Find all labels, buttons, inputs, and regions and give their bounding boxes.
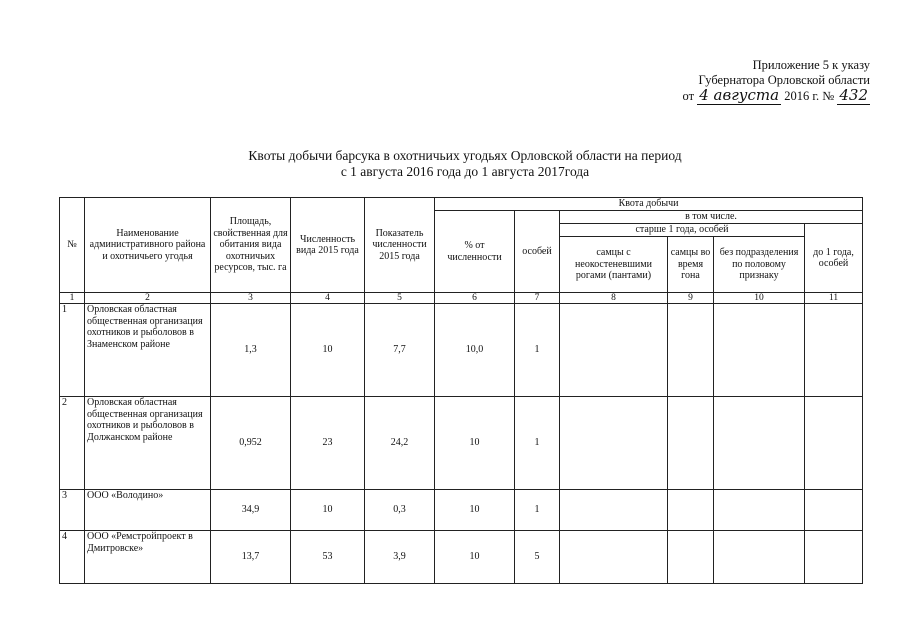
row-indicator: 7,7 (365, 304, 435, 397)
row-area: 13,7 (211, 531, 291, 584)
row-index: 1 (60, 304, 85, 397)
header-indicator: Показатель численности 2015 года (365, 198, 435, 293)
table-row (60, 490, 863, 531)
row-under1 (805, 304, 863, 397)
table-row (60, 304, 863, 397)
row-no-sex (714, 304, 805, 397)
column-number: 6 (435, 293, 515, 304)
header-including: в том числе. (560, 211, 863, 224)
table-row (60, 397, 863, 490)
row-area: 0,952 (211, 397, 291, 490)
document-title (120, 148, 810, 180)
header-under1: до 1 года, особей (805, 224, 863, 293)
row-males-rut (668, 490, 714, 531)
appendix-line3 (610, 88, 870, 104)
row-under1 (805, 397, 863, 490)
row-pct: 10 (435, 531, 515, 584)
column-number: 2 (85, 293, 211, 304)
row-no-sex (714, 490, 805, 531)
row-population: 10 (291, 304, 365, 397)
header-pct: % от численности (435, 211, 515, 293)
row-population: 23 (291, 397, 365, 490)
header-area: Площадь, свойственная для обитания вида охотничьих ресурсов, тыс. га (211, 198, 291, 293)
row-males-rut (668, 531, 714, 584)
column-number: 1 (60, 293, 85, 304)
header-no: № (60, 198, 85, 293)
column-number: 10 (714, 293, 805, 304)
row-index: 4 (60, 531, 85, 584)
handwritten-number: 432 (839, 86, 868, 104)
row-males-antlers (560, 490, 668, 531)
row-index: 3 (60, 490, 85, 531)
column-number: 7 (515, 293, 560, 304)
row-pct: 10,0 (435, 304, 515, 397)
row-pct: 10 (435, 490, 515, 531)
row-individuals: 5 (515, 531, 560, 584)
title-line1: Квоты добычи барсука в охотничьих угодьях Орловской области на период (248, 148, 682, 163)
appendix-year: 2016 г. № (784, 89, 835, 103)
appendix-prefix: от (682, 89, 695, 103)
header-individuals: особей (515, 211, 560, 293)
row-pct: 10 (435, 397, 515, 490)
row-name: Орловская областная общественная организация охотников и рыболовов в Знаменском районе (85, 304, 211, 397)
row-indicator: 24,2 (365, 397, 435, 490)
header-males-antlers: самцы с неокостеневшими рогами (пантами) (560, 237, 668, 293)
header-older: старше 1 года, особей (560, 224, 805, 237)
row-individuals: 1 (515, 304, 560, 397)
quota-table (59, 197, 863, 584)
row-area: 34,9 (211, 490, 291, 531)
header-name: Наименование административного района и охотничьего угодья (85, 198, 211, 293)
column-number: 3 (211, 293, 291, 304)
column-number: 11 (805, 293, 863, 304)
row-population: 10 (291, 490, 365, 531)
row-area: 1,3 (211, 304, 291, 397)
row-no-sex (714, 531, 805, 584)
row-name: ООО «Ремстройпроект в Дмитровске» (85, 531, 211, 584)
column-number: 4 (291, 293, 365, 304)
row-under1 (805, 531, 863, 584)
header-males-rut: самцы во время гона (668, 237, 714, 293)
column-number: 9 (668, 293, 714, 304)
row-males-rut (668, 397, 714, 490)
row-individuals: 1 (515, 490, 560, 531)
appendix-header (610, 58, 870, 104)
appendix-line2: Губернатора Орловской области (698, 73, 870, 87)
row-index: 2 (60, 397, 85, 490)
column-number-row (60, 293, 863, 304)
row-males-antlers (560, 531, 668, 584)
appendix-line1: Приложение 5 к указу (752, 58, 870, 72)
column-number: 5 (365, 293, 435, 304)
header-population: Численность вида 2015 года (291, 198, 365, 293)
row-under1 (805, 490, 863, 531)
row-no-sex (714, 397, 805, 490)
row-indicator: 3,9 (365, 531, 435, 584)
row-name: ООО «Володино» (85, 490, 211, 531)
row-name: Орловская областная общественная организация охотников и рыболовов в Должанском районе (85, 397, 211, 490)
row-population: 53 (291, 531, 365, 584)
header-no-sex: без подразделения по половому признаку (714, 237, 805, 293)
row-males-rut (668, 304, 714, 397)
table-row (60, 531, 863, 584)
row-males-antlers (560, 397, 668, 490)
header-quota: Квота добычи (435, 198, 863, 211)
column-number: 8 (560, 293, 668, 304)
row-individuals: 1 (515, 397, 560, 490)
title-line2: с 1 августа 2016 года до 1 августа 2017года (340, 164, 590, 179)
row-indicator: 0,3 (365, 490, 435, 531)
handwritten-date: 4 августа (699, 86, 780, 104)
row-males-antlers (560, 304, 668, 397)
